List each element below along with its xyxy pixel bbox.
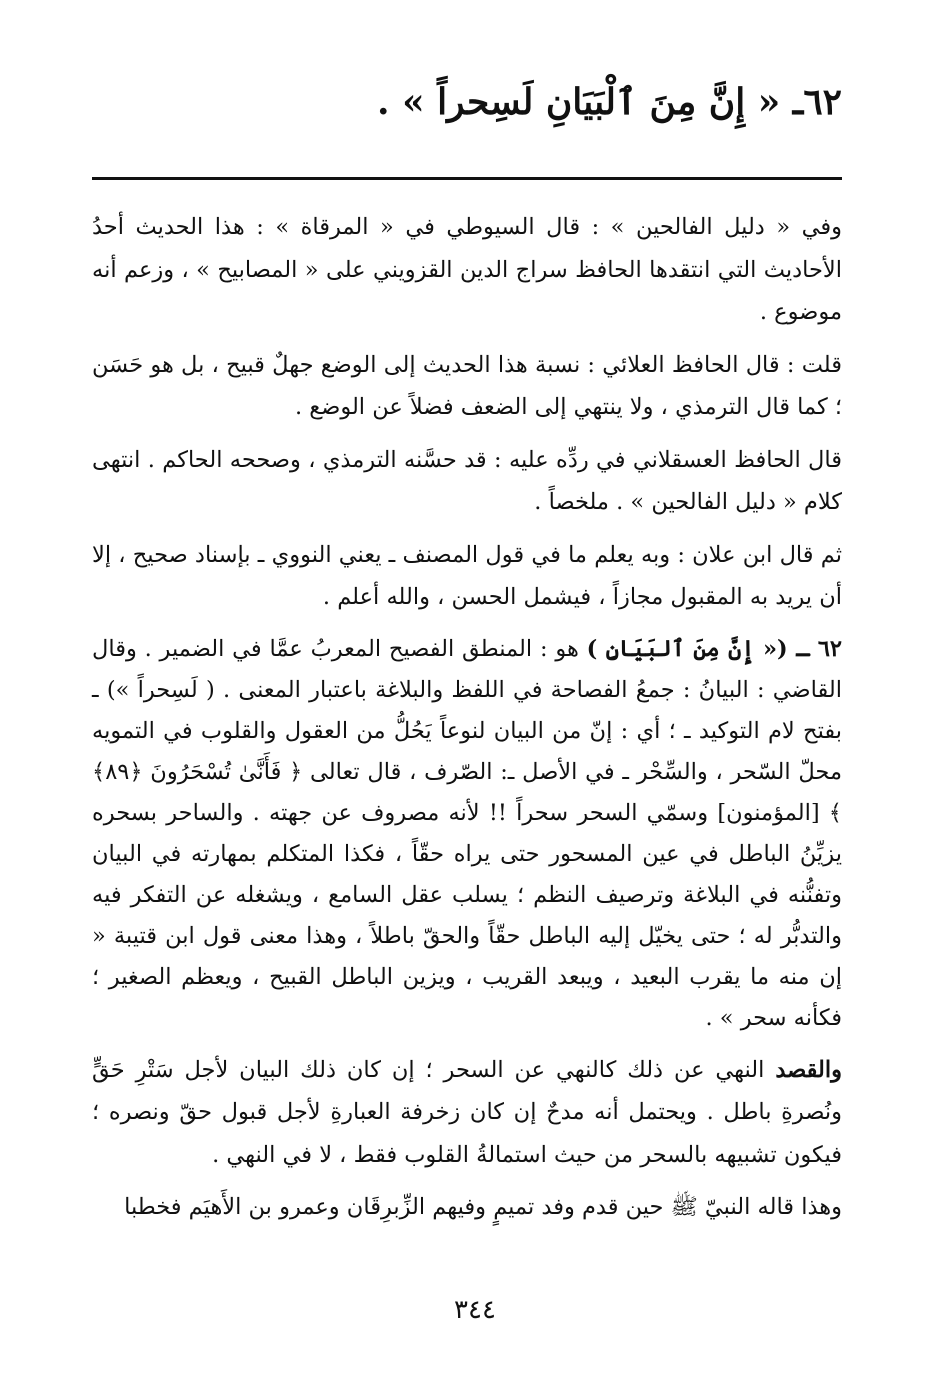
paragraph-last-line: وهذا قاله النبيّ ﷺ حين قدم وفد تميمٍ وفيهم الزِّبرِقَان وعمرو بن الأَهيَم فخطبا [124, 1194, 842, 1220]
page-number: ٣٤٤ [454, 1295, 496, 1325]
paragraph-dalil: وفي « دليل الفالحين » : قال السيوطي في « المرقاة » : هذا الحديث أحدُ الأحاديث التي انتقدها الحافظ سراج الدين القزويني على « المصابيح » ، وزعم أنه موضوع . [92, 214, 842, 325]
purpose-lead: والقصد [775, 1056, 842, 1083]
purpose-text: النهي عن ذلك كالنهي عن السحر ؛ إن كان ذلك البيان لأجل سَتْرِ حَقٍّ ونُصرةِ باطل . ويحتمل أنه مدحٌ إن كان زخرفة العبارةِ لأجل قبول حقّ ونصره ؛ فيكون تشبيهه بالسحر من حيث استمالةُ القلوب فقط ، لا في النهي . [92, 1056, 842, 1168]
hadith-heading: ٦٢ـ « إِنَّ مِنَ ٱلْبَيَانِ لَسِحراً » . [377, 81, 842, 123]
hadith-note-text: هو : المنطق الفصيح المعربُ عمَّا في الضمير . وقال القاضي : البيانُ : جمعُ الفصاحة في اللفظ والبلاغة باعتبار المعنى . ( لَسِحراً ») ـ بفتح لام التوكيد ـ ؛ أي : إنّ من البيان لنوعاً يَحُلُّ من العقول والقلوب في التمويه محلّ السّحر ، والسِّحْر ـ في الأصل ـ: الصّرف ، قال تعالى ﴿ فَأَنَّىٰ تُسْحَرُونَ ﴿٨٩﴾ ﴾ [المؤمنون] وسمّي السحر سحراً !! لأنه مصروف عن جهته . والساحر بسحره يزيِّنُ الباطل في عين المسحور حتى يراه حقّاً ، فكذا المتكلم بمهارته في البيان وتفنُّنه في البلاغة وترصيف النظم ؛ يسلب عقل السامع ، ويشغله عن التفكر فيه والتدبُّر له ؛ حتى يخيّل إليه الباطل حقّاً والحقّ باطلاً ، وهذا معنى قول ابن قتيبة « إن منه ما يقرب البعيد ، ويبعد القريب ، ويزين الباطل القبيح ، ويعظم الصغير ؛ فكأنه سحر » . [92, 635, 842, 1031]
paragraph-alaai: قلت : قال الحافظ العلائي : نسبة هذا الحديث إلى الوضع جهلٌ قبيح ، بل هو حَسَن ؛ كما قال الترمذي ، ولا ينتهي إلى الضعف فضلاً عن الوضع . [92, 351, 842, 420]
commentary-body [92, 206, 842, 1239]
paragraph-hadith-note [92, 629, 842, 1039]
heading-divider [92, 177, 842, 180]
paragraph-ibn-allan: ثم قال ابن علان : وبه يعلم ما في قول المصنف ـ يعني النووي ـ بإسناد صحيح ، إلا أن يريد به المقبول مجازاً ، فيشمل الحسن ، والله أعلم . [92, 541, 842, 610]
paragraph-purpose [92, 1049, 842, 1177]
hadith-note-lead: ٦٢ ـ (« إِنَّ مِنَ ٱلبَيَانِ ) [586, 635, 842, 662]
paragraph-asqalani: قال الحافظ العسقلاني في ردِّه عليه : قد حسَّنه الترمذي ، وصححه الحاكم . انتهى كلام « دليل الفالحين » . ملخصاً . [92, 446, 842, 515]
